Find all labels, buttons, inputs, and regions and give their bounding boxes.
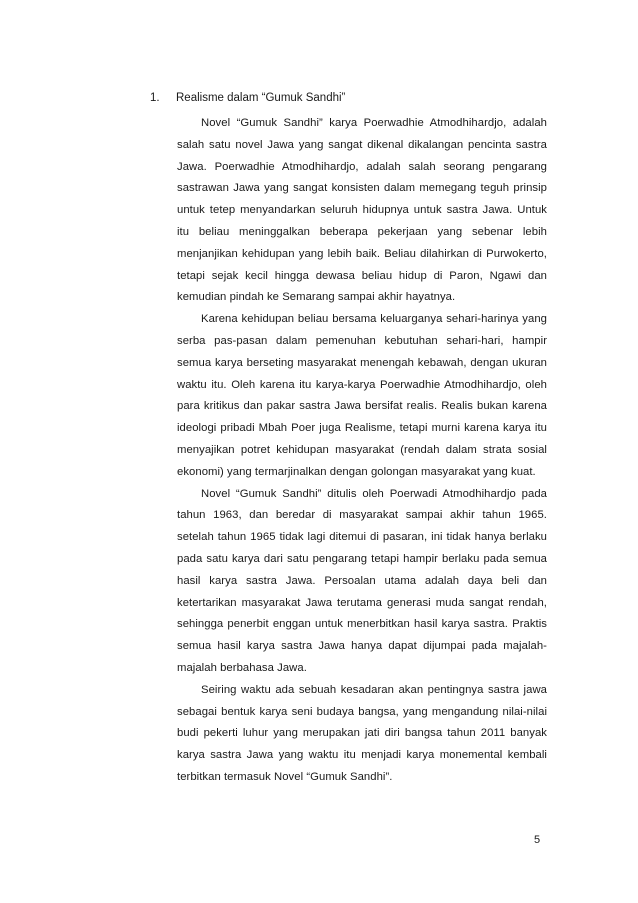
paragraph-2: Karena kehidupan beliau bersama keluarganya sehari-harinya yang serba pas-pasan dalam pemenuhan kebutuhan sehari-hari, hampir semua karya berseting masyarakat menengah kebawah, dengan ukuran waktu itu. Oleh karena itu karya-karya Poerwadhie Atmodhihardjo, oleh para kritikus dan pakar sastra Jawa bersifat realis. Realis bukan karena ideologi pribadi Mbah Poer juga Realisme, tetapi murni karena karya itu menyajikan potret kehidupan masyarakat (rendah dalam strata sosial ekonomi) yang termarjinalkan dengan golongan masyarakat yang kuat. <box>177 313 547 478</box>
paragraph-3: Novel “Gumuk Sandhi” ditulis oleh Poerwadi Atmodhihardjo pada tahun 1963, dan beredar di masyarakat sampai akhir tahun 1965. setelah tahun 1965 tidak lagi ditemui di pasaran, ini tidak hanya berlaku pada satu karya dari satu pengarang tetapi hampir berlaku pada semua hasil karya sastra Jawa. Persoalan utama adalah daya beli dan ketertarikan masyarakat Jawa terutama generasi muda sangat rendah, sehingga penerbit enggan untuk menerbitkan hasil karya sastra. Praktis semua hasil karya sastra Jawa hanya dapat dijumpai pada majalah-majalah berbahasa Jawa. <box>177 487 547 674</box>
section-heading <box>150 92 345 104</box>
body-text <box>177 113 547 789</box>
paragraph-1: Novel “Gumuk Sandhi” karya Poerwadhie Atmodhihardjo, adalah salah satu novel Jawa yang sangat dikenal dikalangan pencinta sastra Jawa. Poerwadhie Atmodhihardjo, adalah salah seorang pengarang sastrawan Jawa yang sangat konsisten dalam memegang teguh prinsip untuk tetep menyandarkan seluruh hidupnya untuk sastra Jawa. Untuk itu beliau meninggalkan beberapa pekerjaan yang sebenar lebih menjanjikan kehidupan yang lebih baik. Beliau dilahirkan di Purwokerto, tetapi sejak kecil hingga dewasa beliau hidup di Paron, Ngawi dan kemudian pindah ke Semarang sampai akhir hayatnya. <box>177 117 547 304</box>
page-number: 5 <box>534 834 541 846</box>
heading-number: 1. <box>150 92 160 104</box>
heading-title: Realisme dalam “Gumuk Sandhi” <box>176 92 346 104</box>
paragraph-4: Seiring waktu ada sebuah kesadaran akan pentingnya sastra jawa sebagai bentuk karya seni budaya bangsa, yang mengandung nilai-nilai budi pekerti luhur yang merupakan jati diri bangsa tahun 2011 banyak karya sastra Jawa yang waktu itu menjadi karya monemental kembali terbitkan termasuk Novel “Gumuk Sandhi”. <box>177 683 547 783</box>
